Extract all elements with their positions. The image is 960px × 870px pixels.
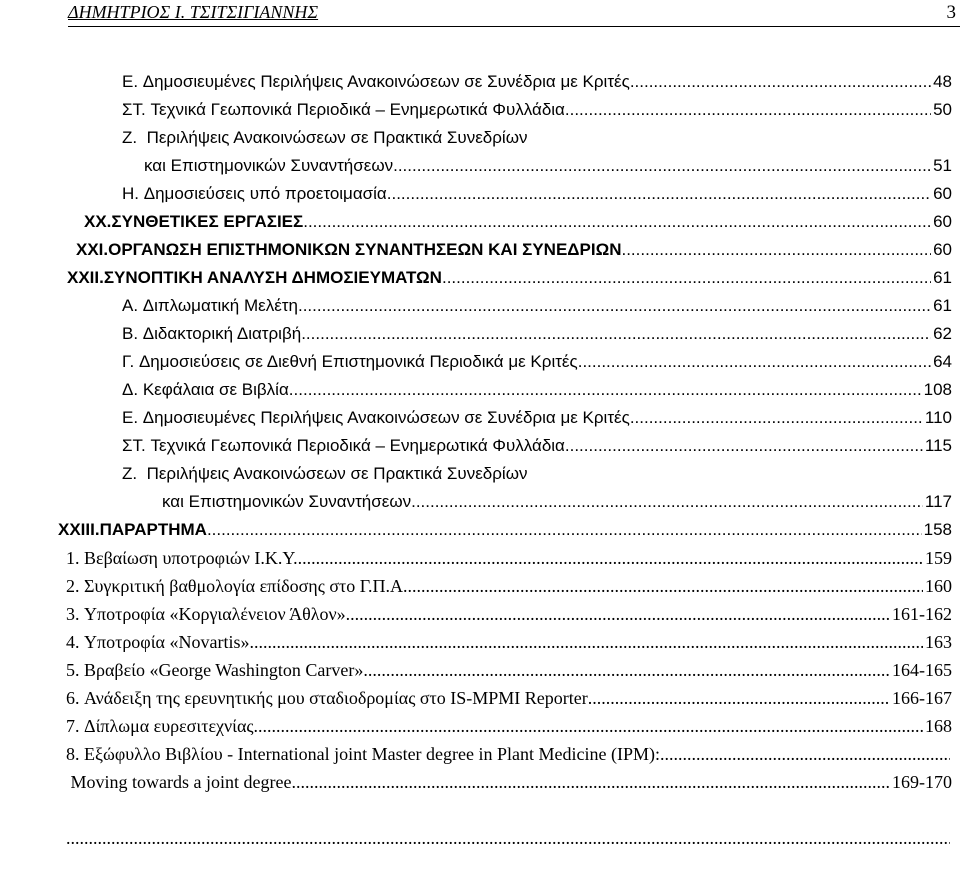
toc-entry-number: 2. [66,576,80,596]
toc-entry-title: Εξώφυλλο Βιβλίου - International joint Master degree in Plant Medicine (IPM): [84,744,660,764]
toc-entry-number: Ε. [122,408,139,427]
toc-entry-title: Δημοσιευμένες Περιλήψεις Ανακοινώσεων σε Συνέδρια με Κριτές [142,408,630,427]
toc-leader-dots [254,714,923,738]
toc-entry [122,126,952,150]
toc-entry-number: Β. [122,324,139,343]
toc-leader-dots [387,182,931,206]
toc-section-number: XXI. [76,240,109,259]
toc-appendix-entry [66,574,952,598]
toc-entry-page: 60 [933,184,952,203]
toc-entry-title: Δίπλωμα ευρεσιτεχνίας [84,716,254,736]
toc-entry-title: Διπλωματική Μελέτη [142,296,298,315]
toc-leader-dots [298,546,923,570]
toc-appendix-entry [66,770,952,794]
toc-entry [122,294,952,318]
toc-entry-title: Βραβείο «George Washington Carver» [84,660,364,680]
toc-entry [122,406,952,430]
toc-section-title: ΠΑΡΑΡΤΗΜΑ [99,520,207,539]
toc-leader-dots [411,490,923,514]
toc-section-number: XXIII. [58,520,100,539]
toc-appendix-entry [66,826,952,850]
toc-entry [122,462,952,486]
toc-entry-number: 4. [66,632,80,652]
toc-entry [122,70,952,94]
toc-entry-number: Δ. [122,380,139,399]
toc-entry-title: Περιλήψεις Ανακοινώσεων σε Πρακτικά Συνεδρίων [146,464,528,483]
toc-appendix-entry [66,630,952,654]
toc-section-title: ΟΡΓΑΝΩΣΗ ΕΠΙΣΤΗΜΟΝΙΚΩΝ ΣΥΝΑΝΤΗΣΕΩΝ ΚΑΙ ΣΥΝΕΔΡΙΩΝ [108,240,622,259]
toc-leader-dots [393,154,931,178]
toc-leader-dots [289,378,922,402]
toc-leader-dots [249,630,923,654]
toc-entry-number: 5. [66,660,80,680]
toc-entry-number: 7. [66,716,80,736]
toc-entry [122,350,952,374]
toc-leader-dots [291,770,890,794]
toc-leader-dots [346,602,890,626]
toc-leader-dots [660,742,950,766]
toc-entry-page: 61 [933,296,952,315]
header-author-name: ΔΗΜΗΤΡΙΟΣ Ι. ΤΣΙΤΣΙΓΙΑΝΝΗΣ [68,2,319,22]
toc-entry-title: Συγκριτική βαθμολογία επίδοσης στο Γ.Π.Α. [84,576,408,596]
toc-entry-number: 8. [66,744,80,764]
toc-entry-number: Ζ. [122,128,138,147]
toc-entry-page: 48 [933,72,952,91]
toc-entry-title: Δημοσιεύσεις υπό προετοιμασία [143,184,387,203]
toc-entry-page: 108 [923,380,952,399]
toc-entry-page: 164-165 [892,660,952,680]
toc-entry-number: Ζ. [122,464,138,483]
toc-entry [122,434,952,458]
toc-entry-title: Moving towards a joint degree [70,772,292,792]
toc-section-number: XXII. [67,268,104,287]
toc-entry-page: 110 [924,408,952,427]
toc-appendix-entry [66,686,952,710]
toc-section [58,518,952,542]
toc-entry [122,98,952,122]
toc-entry-title: Υποτροφία «Κοργιαλένειον Άθλον» [84,604,346,624]
toc-leader-dots [588,686,890,710]
toc-entry-page: 158 [923,520,952,539]
toc-appendix-entry [66,602,952,626]
toc-leader-dots [565,98,931,122]
toc-leader-dots [630,406,923,430]
toc-section [67,266,952,290]
toc-entry-page: 64 [933,352,952,371]
toc-section [84,210,952,234]
toc-entry-number: 1. [66,548,80,568]
toc-entry-title: Τεχνικά Γεωπονικά Περιοδικά – Ενημερωτικά Φυλλάδια [150,436,565,455]
toc-entry-title: και Επιστημονικών Συναντήσεων [144,156,394,175]
toc-leader-dots [207,518,922,542]
toc-leader-dots [630,70,931,94]
toc-entry-page: 61 [933,268,952,287]
toc-leader-dots [408,574,923,598]
toc-entry-number: ΣΤ. [122,436,146,455]
toc-section-title: ΣΥΝΟΠΤΙΚΗ ΑΝΑΛΥΣΗ ΔΗΜΟΣΙΕΥΜΑΤΩΝ [103,268,442,287]
toc-entry-page: 160 [925,576,952,596]
toc-section-title: ΣΥΝΘΕΤΙΚΕΣ ΕΡΓΑΣΙΕΣ [111,212,304,231]
toc-entry-title: Βεβαίωση υποτροφιών Ι.Κ.Υ. [84,548,298,568]
toc-entry [122,182,952,206]
toc-entry-number: Ε. [122,72,139,91]
toc-entry-number: ΣΤ. [122,100,146,119]
toc-leader-dots [301,322,931,346]
toc-entry-title: Ανάδειξη της ερευνητικής μου σταδιοδρομίας στο IS-MPMI Reporter [84,688,588,708]
toc-section-number: XX. [84,212,112,231]
toc-entry-page: 115 [924,436,952,455]
toc-entry [122,322,952,346]
toc-entry-number: 3. [66,604,80,624]
toc-entry-page: 166-167 [892,688,952,708]
toc-entry-number: Γ. [122,352,135,371]
toc-entry-page: 161-162 [892,604,952,624]
toc-entry [162,490,952,514]
toc-leader-dots [363,658,890,682]
toc-leader-dots [442,266,931,290]
toc-leader-dots [66,826,950,850]
header-page-number: 3 [946,2,956,23]
toc-leader-dots [565,434,923,458]
toc-appendix-entry [66,546,952,570]
toc-appendix-entry [66,742,952,766]
toc-entry [122,378,952,402]
toc-entry-page: 60 [933,212,952,231]
toc-entry-page: 117 [924,492,952,511]
toc-leader-dots [303,210,931,234]
toc-entry-title: και Επιστημονικών Συναντήσεων [162,492,412,511]
toc-entry-page: 169-170 [892,772,952,792]
toc-entry-title: Υποτροφία «Novartis» [84,632,250,652]
toc-entry-page: 163 [925,632,952,652]
toc-entry-title: Δημοσιευμένες Περιλήψεις Ανακοινώσεων σε Συνέδρια με Κριτές [142,72,630,91]
toc-appendix-entry [66,658,952,682]
toc-entry-number: Η. [122,184,139,203]
toc-leader-dots [298,294,931,318]
toc-entry-page: 60 [933,240,952,259]
toc-leader-dots [578,350,931,374]
toc-entry-title: Περιλήψεις Ανακοινώσεων σε Πρακτικά Συνεδρίων [146,128,528,147]
toc-leader-dots [621,238,931,262]
toc-entry [144,154,952,178]
toc-entry-page: 51 [933,156,952,175]
toc-entry-page: 50 [933,100,952,119]
toc-entry-title: Κεφάλαια σε Βιβλία [142,380,289,399]
toc-entry-title: Διδακτορική Διατριβή [142,324,302,343]
toc-entry-title: Τεχνικά Γεωπονικά Περιοδικά – Ενημερωτικά Φυλλάδια [150,100,565,119]
toc-entry-page: 159 [925,548,952,568]
toc-section [76,238,952,262]
toc-appendix-entry [66,714,952,738]
toc-entry-number: 6. [66,688,80,708]
toc-appendix-entry [66,798,952,822]
toc-entry-title: Δημοσιεύσεις σε Διεθνή Επιστημονικά Περιοδικά με Κριτές [138,352,578,371]
toc-entry-page: 168 [925,716,952,736]
toc-entry-page: 62 [933,324,952,343]
toc-entry-number: Α. [122,296,139,315]
